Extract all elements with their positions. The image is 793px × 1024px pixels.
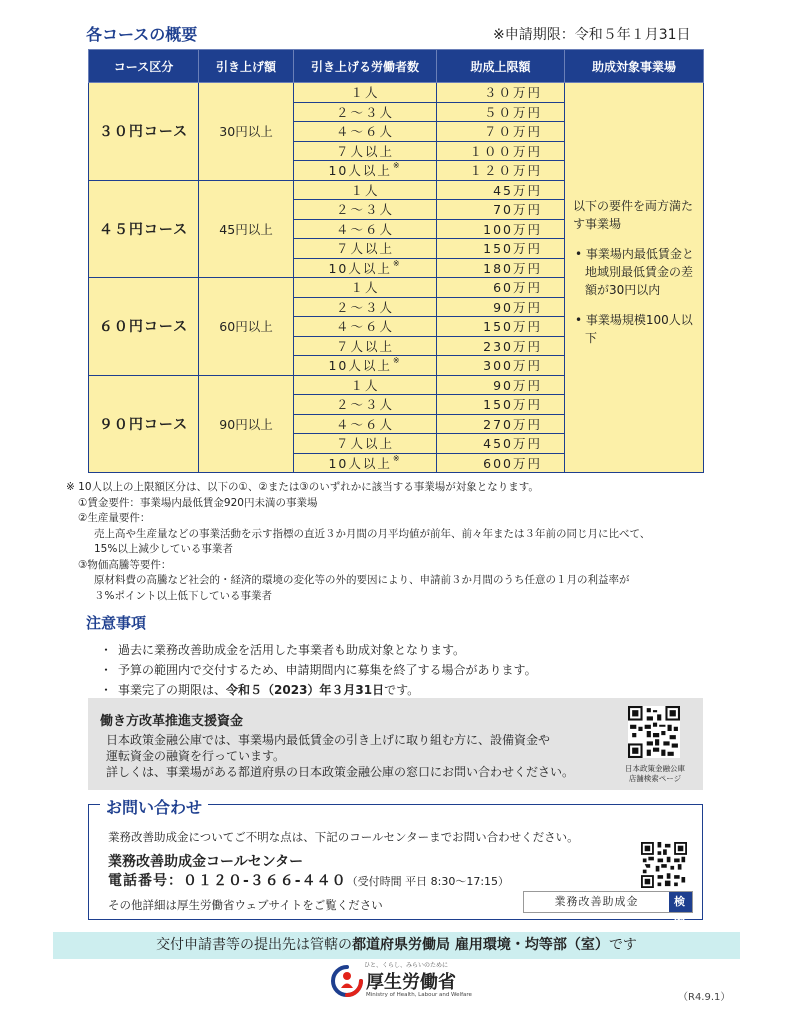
call-center-name: 業務改善助成金コールセンター (108, 854, 304, 870)
logo-english-name: Ministry of Health, Labour and Welfare (366, 992, 472, 998)
header-workers: 引き上げる労働者数 (294, 50, 437, 83)
submission-suffix: です (608, 937, 637, 953)
submission-notice-bar (53, 932, 740, 959)
amount-cell: 45万円 (437, 180, 565, 200)
search-input[interactable] (524, 892, 669, 912)
amount-cell: 70万円 (437, 200, 565, 220)
workers-cell: ４～６人 (294, 414, 437, 434)
finance-line: 詳しくは、事業場がある都道府県の日本政策金融公庫の窓口にお問い合わせください。 (106, 765, 575, 779)
workers-value: 10人以上 (328, 163, 392, 179)
finance-line: 日本政策金融公庫では、事業場内最低賃金の引き上げに取り組む方に、設備資金や (106, 733, 551, 747)
amount-cell: 180万円 (437, 258, 565, 278)
workers-cell (294, 453, 437, 473)
footnote-price-title: ③物価高騰等要件： (78, 558, 172, 571)
finance-title: 働き方改革推進支援資金 (100, 714, 244, 729)
deadline-date: 令和５（2023）年３月31日 (226, 683, 385, 697)
course-name: ４５円コース (89, 180, 199, 278)
course-name: ６０円コース (89, 278, 199, 376)
footnote-mark: ※ (392, 161, 402, 171)
footnote-production-text: 15%以上減少している事業者 (94, 543, 233, 555)
amount-cell: ５０万円 (437, 102, 565, 122)
application-deadline: ※申請期限：令和５年１月31日 (493, 27, 691, 43)
caution-title: 注意事項 (86, 614, 147, 632)
footnote-mark: ※ (392, 453, 402, 463)
workers-value: 10人以上 (328, 260, 392, 276)
course-table (88, 49, 704, 473)
amount-cell: １００万円 (437, 141, 565, 161)
amount-cell: 90万円 (437, 297, 565, 317)
table-row (89, 83, 704, 103)
list-item: ・ 予算の範囲内で交付するため、申請期間内に募集を終了する場合があります。 (100, 660, 720, 680)
target-item: • 事業場規模100人以下 (575, 312, 693, 345)
amount-cell: 230万円 (437, 336, 565, 356)
phone-line (108, 870, 509, 890)
phone-label: 電話番号： (108, 873, 183, 889)
logo-name: 厚生労働省 (366, 972, 456, 993)
footnote-price-text: 原材料費の高騰など社会的・経済的環境の変化等の外的要因により、申請前３か月間のうち任意の１月の利益率が (94, 574, 630, 586)
amount-cell: ３０万円 (437, 83, 565, 103)
contact-title: お問い合わせ (100, 795, 208, 818)
header-amount: 助成上限額 (437, 50, 565, 83)
submission-office: 都道府県労働局 雇用環境・均等部（室） (352, 937, 609, 953)
workers-cell: １人 (294, 83, 437, 103)
caution-list (100, 640, 720, 700)
course-name: ９０円コース (89, 375, 199, 473)
workers-cell (294, 356, 437, 376)
workers-cell: ２～３人 (294, 395, 437, 415)
amount-cell: 150万円 (437, 395, 565, 415)
course-raise: 90円以上 (199, 375, 294, 473)
qr-caption-line: 日本政策金融公庫 (625, 764, 685, 773)
course-raise: 45円以上 (199, 180, 294, 278)
workers-cell: ２～３人 (294, 200, 437, 220)
finance-box (88, 698, 703, 790)
phone-number[interactable]: ０１２０-３６６-４４０ (183, 873, 347, 889)
list-item: ・ 過去に業務改善助成金を活用した事業者も助成対象となります。 (100, 640, 720, 660)
workers-cell: ４～６人 (294, 317, 437, 337)
amount-cell: 270万円 (437, 414, 565, 434)
course-raise: 60円以上 (199, 278, 294, 376)
workers-cell: ４～６人 (294, 122, 437, 142)
amount-cell: 60万円 (437, 278, 565, 298)
amount-cell: 90万円 (437, 375, 565, 395)
amount-cell: 150万円 (437, 317, 565, 337)
amount-cell: １２０万円 (437, 161, 565, 181)
footnote-mark: ※ (392, 258, 402, 268)
course-raise: 30円以上 (199, 83, 294, 181)
qr-caption-line: 店舗検索ページ (628, 774, 682, 783)
header-course: コース区分 (89, 50, 199, 83)
workers-cell: １人 (294, 375, 437, 395)
footnote-wage-requirement: ①賃金要件：事業場内最低賃金920円未満の事業場 (78, 496, 318, 509)
section-title: 各コースの概要 (86, 25, 198, 44)
footnote-production-title: ②生産量要件： (78, 512, 151, 524)
footnote-block (66, 480, 746, 604)
workers-cell: ７人以上 (294, 239, 437, 259)
workers-cell (294, 161, 437, 181)
workers-cell: ２～３人 (294, 102, 437, 122)
workers-value: 10人以上 (328, 455, 392, 471)
finance-text (106, 732, 606, 780)
deadline-suffix: です。 (384, 683, 420, 697)
target-intro: 以下の要件を両方満たす事業場 (573, 198, 694, 231)
footnote-production-text: 売上高や生産量などの事業活動を示す指標の直近３か月間の月平均値が前年、前々年または３年前の同じ月に比べて、 (94, 527, 651, 540)
version-label: （R4.9.1） (678, 992, 731, 1003)
footnote-head: ※ 10人以上の上限額区分は、以下の①、②または③のいずれかに該当する事業場が対象となります。 (66, 481, 539, 493)
workers-cell: ７人以上 (294, 336, 437, 356)
header-target: 助成対象事業場 (565, 50, 704, 83)
ministry-logo (330, 960, 480, 1002)
contact-description: 業務改善助成金についてご不明な点は、下記のコールセンターまでお問い合わせください。 (108, 830, 579, 844)
amount-cell: 300万円 (437, 356, 565, 376)
target-cell (565, 83, 704, 473)
workers-cell (294, 258, 437, 278)
workers-cell: ７人以上 (294, 141, 437, 161)
qr-caption (610, 764, 700, 784)
deadline-prefix: 事業完了の期限は、 (118, 683, 227, 697)
footnote-mark: ※ (392, 356, 402, 366)
header-raise: 引き上げ額 (199, 50, 294, 83)
submission-prefix: 交付申請書等の提出先は管轄の (156, 937, 353, 953)
workers-cell: ４～６人 (294, 219, 437, 239)
search-button[interactable]: 検 索 (669, 892, 692, 912)
amount-cell: 150万円 (437, 239, 565, 259)
table-header-row (89, 50, 704, 83)
workers-cell: １人 (294, 180, 437, 200)
finance-line: 運転資金の融資を行っています。 (106, 749, 286, 763)
target-item: • 事業場内最低賃金と地域別最低賃金の差額が30円以内 (575, 246, 694, 297)
workers-value: 10人以上 (328, 358, 392, 374)
qr-code-icon[interactable] (641, 842, 687, 888)
other-info: その他詳細は厚生労働省ウェブサイトをご覧ください (108, 898, 383, 912)
amount-cell: 600万円 (437, 453, 565, 473)
workers-cell: １人 (294, 278, 437, 298)
list-item (100, 680, 720, 700)
footnote-price-text: ３%ポイント以上低下している事業者 (94, 589, 272, 602)
workers-cell: ７人以上 (294, 434, 437, 454)
amount-cell: 100万円 (437, 219, 565, 239)
phone-hours: （受付時間 平日 8:30～17:15） (346, 875, 510, 888)
logo-tagline: ひと、くらし、みらいのために (364, 962, 449, 969)
ministry-emblem-icon (330, 964, 364, 998)
course-name: ３０円コース (89, 83, 199, 181)
site-search-box (523, 891, 693, 928)
qr-code-icon[interactable] (628, 706, 680, 758)
amount-cell: ７０万円 (437, 122, 565, 142)
amount-cell: 450万円 (437, 434, 565, 454)
workers-cell: ２～３人 (294, 297, 437, 317)
